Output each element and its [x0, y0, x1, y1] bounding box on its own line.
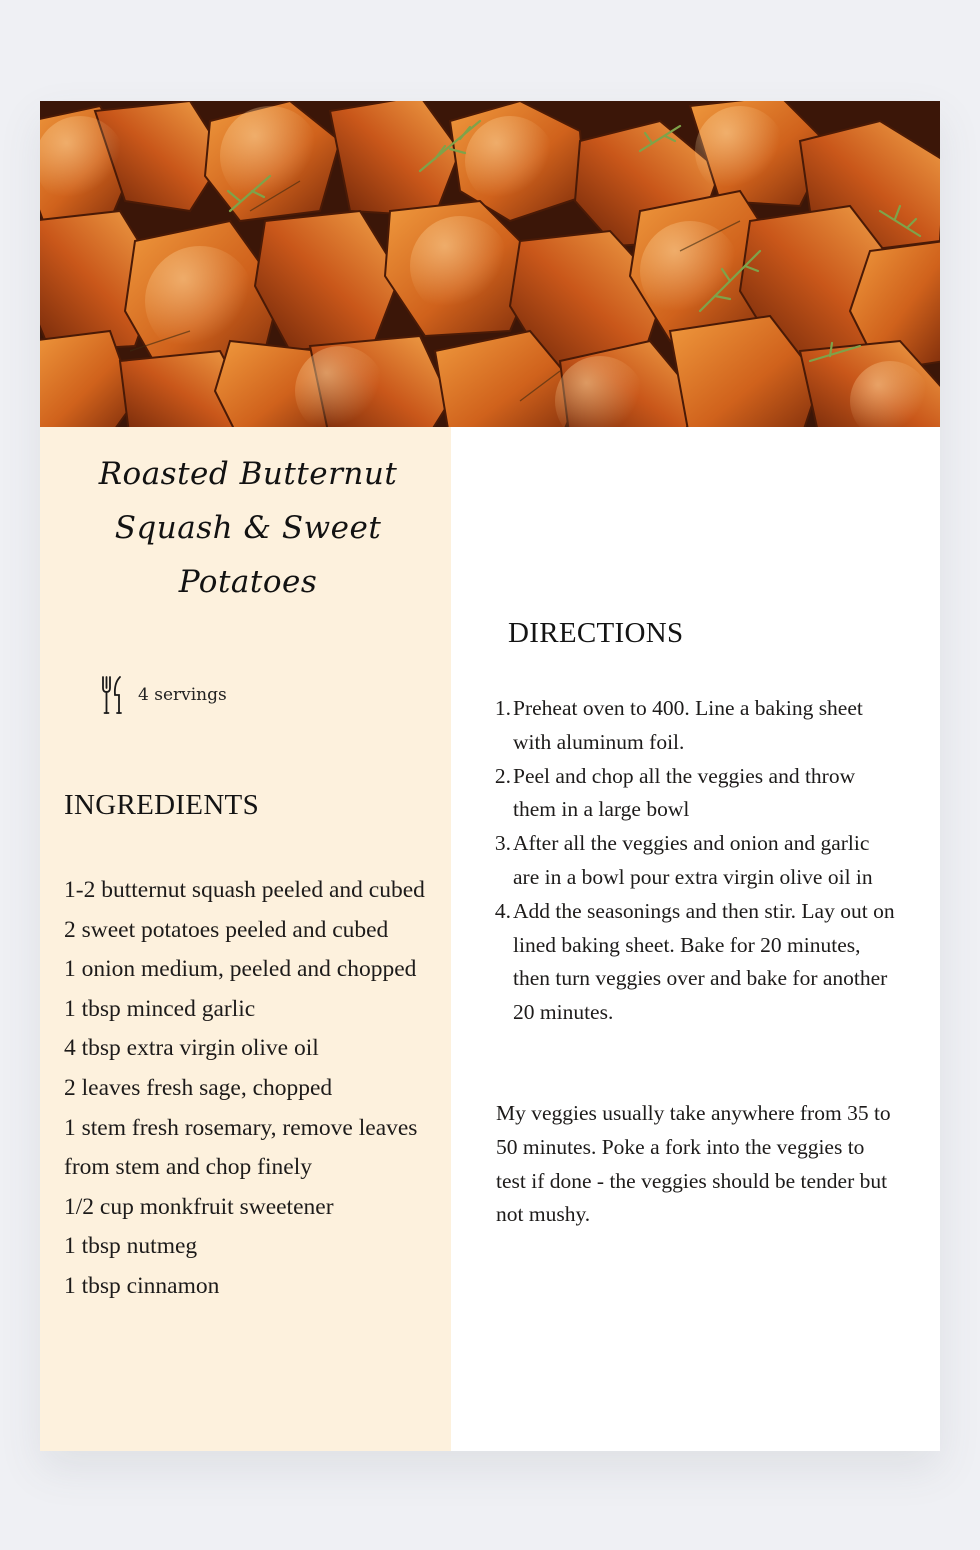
recipe-card — [40, 101, 940, 1451]
direction-step — [494, 827, 899, 895]
step-text: Add the seasonings and then stir. Lay out on lined baking sheet. Bake for 20 minutes, then turn veggies over and bake for another 20 minutes. — [513, 898, 895, 1025]
fork-knife-icon — [100, 675, 126, 715]
directions-list — [494, 692, 899, 1030]
direction-step — [494, 692, 899, 760]
ingredient-item: 2 leaves fresh sage, chopped — [64, 1074, 333, 1101]
ingredients-panel — [40, 427, 451, 1451]
roasted-vegetables-photo — [40, 101, 940, 427]
step-number: 4. — [494, 898, 511, 923]
ingredient-item: 1 tbsp cinnamon — [64, 1272, 220, 1299]
step-number: 3. — [494, 831, 511, 856]
servings-count: 4 servings — [138, 685, 227, 705]
recipe-title: Roasted Butternut Squash & Sweet Potatoes — [98, 456, 398, 600]
cooking-note: My veggies usually take anywhere from 35 to 50 minutes. Poke a fork into the veggies to test if done - the veggies should be tender but not mushy. — [496, 1101, 891, 1227]
ingredient-item: 1/2 cup monkfruit sweetener — [64, 1193, 334, 1220]
ingredient-item: 1 onion medium, peeled and chopped — [64, 956, 417, 983]
servings-info — [100, 675, 227, 715]
ingredient-item: 2 sweet potatoes peeled and cubed — [64, 916, 389, 943]
ingredient-item: 1 stem fresh rosemary, remove leaves from stem and chop finely — [64, 1114, 418, 1181]
hero-image — [40, 101, 940, 427]
ingredients-heading: INGREDIENTS — [64, 789, 260, 821]
step-text: After all the veggies and onion and garlic are in a bowl pour extra virgin olive oil in — [513, 831, 873, 889]
direction-step — [494, 895, 899, 1030]
step-number: 1. — [494, 696, 511, 720]
ingredient-item: 1 tbsp minced garlic — [64, 995, 256, 1022]
ingredient-item: 1 tbsp nutmeg — [64, 1233, 198, 1260]
directions-heading: DIRECTIONS — [508, 617, 684, 649]
ingredient-item: 4 tbsp extra virgin olive oil — [64, 1035, 319, 1062]
ingredient-item: 1-2 butternut squash peeled and cubed — [64, 877, 425, 903]
ingredients-list — [64, 871, 444, 1307]
step-text: Peel and chop all the veggies and throw them in a large bowl — [513, 763, 856, 822]
step-text: Preheat oven to 400. Line a baking sheet with aluminum foil. — [513, 696, 863, 754]
direction-step — [494, 760, 899, 828]
directions-panel — [451, 427, 940, 1451]
step-number: 2. — [494, 763, 511, 788]
